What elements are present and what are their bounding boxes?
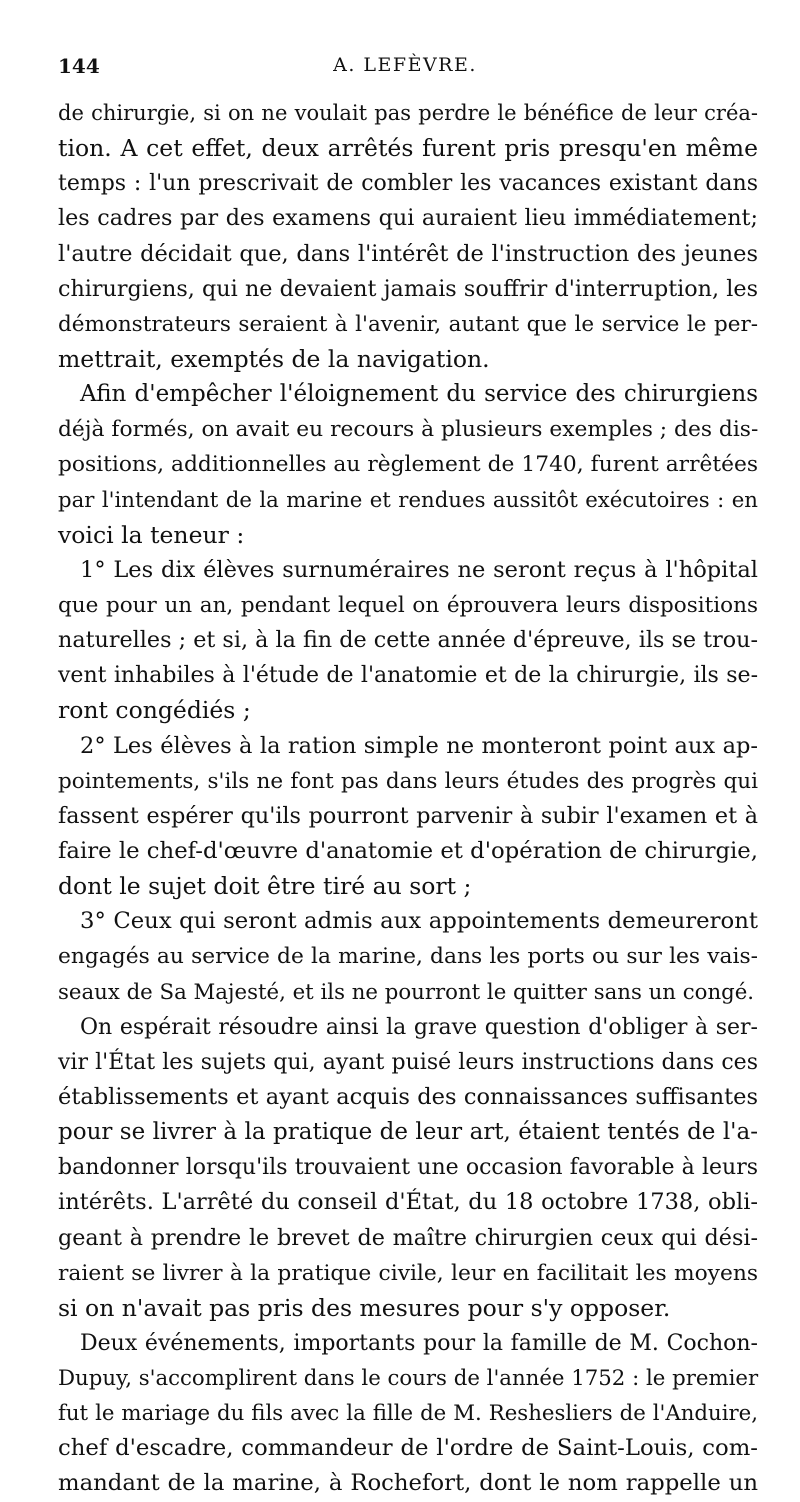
page-header <box>58 54 752 88</box>
text-line: pointements, s'ils ne font pas dans leurs études des progrès qui <box>58 768 758 794</box>
text-line: naturelles ; et si, à la fin de cette année d'épreuve, ils se trou- <box>58 627 758 654</box>
text-line: tion. A cet effet, deux arrêtés furent pris presqu'en même <box>58 134 758 163</box>
text-line: chef d'escadre, commandeur de l'ordre de Saint-Louis, com- <box>58 1435 758 1462</box>
text-line: vent inhabiles à l'étude de l'anatomie et de la chirurgie, ils se- <box>58 663 758 689</box>
text-line: bandonner lorsqu'ils trouvaient une occasion favorable à leurs <box>58 1155 758 1181</box>
text-line: 3° Ceux qui seront admis aux appointements demeureront <box>80 908 758 935</box>
text-line: Dupuy, s'accomplirent dans le cours de l'année 1752 : le premier <box>58 1366 759 1392</box>
page-number: 144 <box>58 54 100 78</box>
text-line: Afin d'empêcher l'éloignement du service des chirurgiens <box>80 381 758 408</box>
text-line: fut le mariage du fils avec la fille de M. Reshesliers de l'Anduire, <box>58 1401 758 1427</box>
text-line: que pour un an, pendant lequel on éprouvera leurs dispositions <box>58 592 758 618</box>
text-line: par l'intendant de la marine et rendues aussitôt exécutoires : en <box>58 487 758 513</box>
text-line: de chirurgie, si on ne voulait pas perdre le bénéfice de leur créa- <box>58 101 758 125</box>
text-line: dont le sujet doit être tiré au sort ; <box>58 872 472 901</box>
text-line: geant à prendre le brevet de maître chirurgien ceux qui dési- <box>58 1224 758 1251</box>
text-line: Deux événements, importants pour la famille de M. Cochon- <box>80 1330 758 1356</box>
body-text <box>58 96 758 1502</box>
text-line: l'autre décidait que, dans l'intérêt de l'instruction des jeunes <box>58 240 758 267</box>
text-line: voici la teneur : <box>58 520 245 549</box>
text-line: On espérait résoudre ainsi la grave question d'obliger à ser- <box>80 1014 758 1040</box>
text-line: fassent espérer qu'ils pourront parvenir à subir l'examen et à <box>58 802 758 829</box>
text-line: démonstrateurs seraient à l'avenir, autant que le service le per- <box>58 311 758 337</box>
text-line: pour se livrer à la pratique de leur art, étaient tentés de l'a- <box>58 1119 758 1146</box>
text-line: seaux de Sa Majesté, et ils ne pourront le quitter sans un congé. <box>58 979 755 1005</box>
text-line: chirurgiens, qui ne devaient jamais souffrir d'interruption, les <box>58 275 758 302</box>
text-line: mettrait, exemptés de la navigation. <box>58 344 490 373</box>
text-line: vir l'État les sujets qui, ayant puisé leurs instructions dans ces <box>58 1049 758 1075</box>
text-line: engagés au service de la marine, dans les ports ou sur les vais- <box>58 944 758 970</box>
text-line: déjà formés, on avait eu recours à plusieurs exemples ; des dis- <box>58 417 759 443</box>
text-line: si on n'avait pas pris des mesures pour s'y opposer. <box>58 1293 671 1322</box>
text-line: établissements et ayant acquis des connaissances suffisantes <box>58 1083 758 1110</box>
text-line: raient se livrer à la pratique civile, leur en facilitait les moyens <box>58 1260 758 1286</box>
text-line: mandant de la marine, à Rochefort, dont le nom rappelle un <box>58 1470 758 1497</box>
text-line: positions, additionnelles au règlement de 1740, furent arrêtées <box>58 452 758 478</box>
text-line: 2° Les élèves à la ration simple ne monteront point aux ap- <box>80 732 758 759</box>
text-line: ront congédiés ; <box>58 696 251 725</box>
text-line: faire le chef-d'œuvre d'anatomie et d'opération de chirurgie, <box>58 837 758 864</box>
text-line: 1° Les dix élèves surnuméraires ne seront reçus à l'hôpital <box>80 556 758 583</box>
running-head: A. LEFÈVRE. <box>333 54 477 76</box>
text-line: temps : l'un prescrivait de combler les vacances existant dans <box>58 171 758 197</box>
text-line: les cadres par des examens qui auraient lieu immédiatement; <box>58 205 758 232</box>
text-line: intérêts. L'arrêté du conseil d'État, du 18 octobre 1738, obli- <box>58 1189 758 1216</box>
